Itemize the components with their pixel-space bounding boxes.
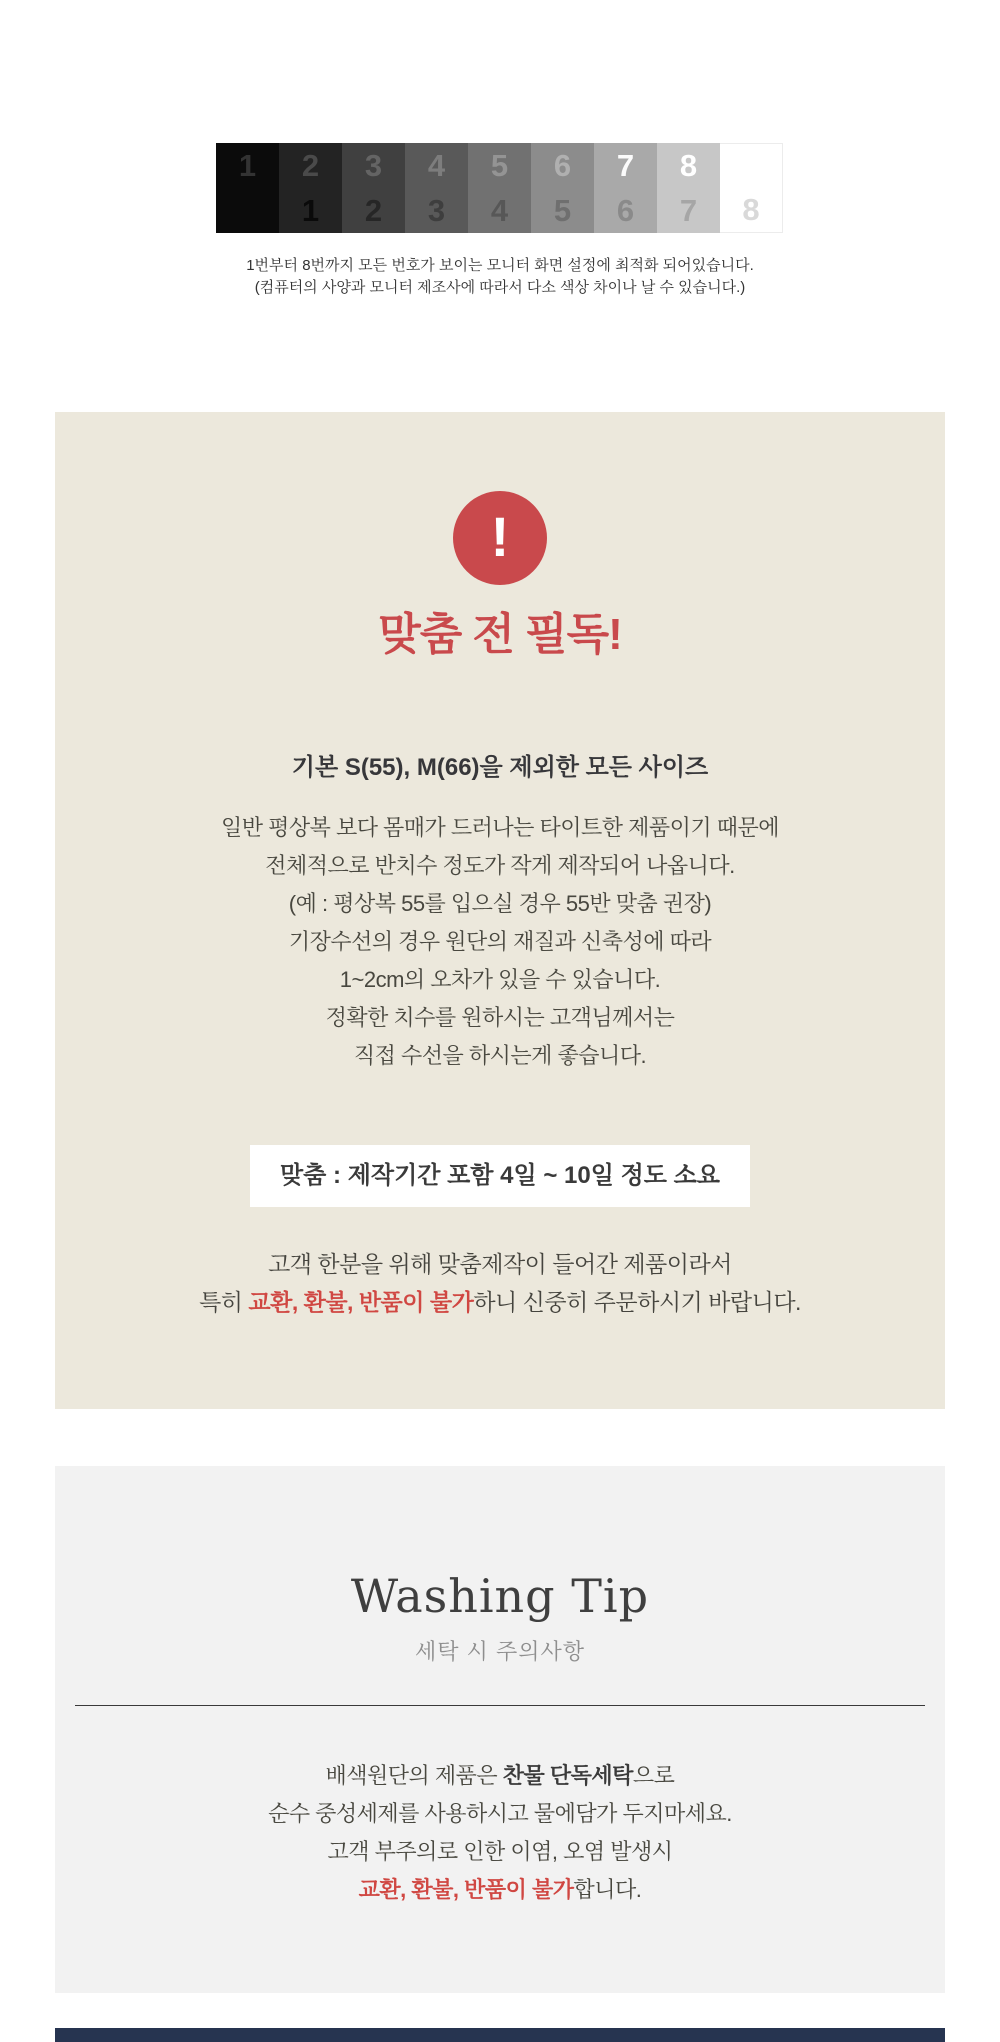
calibration-cell bbox=[216, 143, 279, 233]
notice-body-line: (예 : 평상복 55를 입으실 경우 55반 맞춤 권장) bbox=[288, 891, 712, 916]
calibration-number-bottom: 2 bbox=[364, 193, 383, 228]
notice-body-line: 일반 평상복 보다 몸매가 드러나는 타이트한 제품이기 때문에 bbox=[220, 815, 780, 840]
calibration-number-top bbox=[720, 144, 782, 187]
calibration-cell bbox=[720, 143, 783, 233]
notice-closing-line1: 고객 한분을 위해 맞춤제작이 들어간 제품이라서 bbox=[268, 1251, 732, 1277]
calibration-number-top: 4 bbox=[427, 148, 446, 183]
closing-prefix: 특히 bbox=[199, 1289, 249, 1315]
no-refund-highlight: 교환, 환불, 반품이 불가 bbox=[358, 1877, 574, 1902]
calibration-number-top: 2 bbox=[301, 148, 320, 183]
calibration-number-top: 5 bbox=[490, 148, 509, 183]
calibration-number-bottom: 1 bbox=[301, 193, 320, 228]
production-period-badge: 맞춤 : 제작기간 포함 4일 ~ 10일 정도 소요 bbox=[250, 1145, 750, 1207]
notice-title: 맞춤 전 필독! bbox=[378, 610, 622, 659]
notice-body-line: 기장수선의 경우 원단의 재질과 신축성에 따라 bbox=[288, 929, 712, 954]
cold-wash-highlight: 찬물 단독세탁 bbox=[502, 1763, 633, 1788]
washing-tip-title: Washing Tip bbox=[350, 1569, 650, 1623]
washing-line1-suffix: 으로 bbox=[632, 1763, 675, 1788]
notice-body-line: 직접 수선을 하시는게 좋습니다. bbox=[353, 1043, 647, 1068]
calibration-number-top: 8 bbox=[679, 148, 698, 183]
calibration-number-top: 7 bbox=[616, 148, 635, 183]
calibration-cell bbox=[279, 143, 342, 233]
washing-line1-prefix: 배색원단의 제품은 bbox=[325, 1763, 503, 1788]
calibration-number-bottom: 5 bbox=[553, 193, 572, 228]
alert-circle bbox=[453, 491, 547, 585]
monitor-calibration-strip bbox=[216, 143, 783, 233]
calibration-number-bottom: 7 bbox=[679, 193, 698, 228]
notice-body-line: 전체적으로 반치수 정도가 작게 제작되어 나옵니다. bbox=[265, 853, 735, 878]
next-section-bar bbox=[55, 2028, 945, 2042]
washing-tip-box bbox=[55, 1466, 945, 1993]
exclamation-icon: ! bbox=[490, 505, 510, 568]
notice-body-line: 1~2cm의 오차가 있을 수 있습니다. bbox=[339, 967, 661, 992]
calibration-cell bbox=[657, 143, 720, 233]
notice-body-line: 정확한 치수를 원하시는 고객님께서는 bbox=[325, 1005, 675, 1030]
washing-tip-subtitle: 세탁 시 주의사항 bbox=[415, 1639, 585, 1664]
notice-subtitle: 기본 S(55), M(66)을 제외한 모든 사이즈 bbox=[291, 754, 709, 781]
calibration-caption bbox=[0, 255, 1000, 299]
washing-body-line3: 고객 부주의로 인한 이염, 오염 발생시 bbox=[327, 1839, 673, 1864]
washing-line4-suffix: 합니다. bbox=[573, 1877, 642, 1902]
calibration-number-bottom: 3 bbox=[427, 193, 446, 228]
washing-body-line1 bbox=[55, 1757, 945, 1795]
washing-divider bbox=[75, 1705, 925, 1706]
washing-body-line4 bbox=[55, 1871, 945, 1909]
calibration-number-bottom: 4 bbox=[490, 193, 509, 228]
washing-body bbox=[55, 1757, 945, 1909]
calibration-cell bbox=[342, 143, 405, 233]
calibration-number-top: 1 bbox=[238, 148, 257, 183]
calibration-caption-line1: 1번부터 8번까지 모든 번호가 보이는 모니터 화면 설정에 최적화 되어있습니다. bbox=[246, 257, 754, 274]
calibration-caption-line2: (컴퓨터의 사양과 모니터 제조사에 따라서 다소 색상 차이나 날 수 있습니다.) bbox=[254, 279, 746, 296]
calibration-cell bbox=[405, 143, 468, 233]
notice-body bbox=[55, 809, 945, 1075]
calibration-number-bottom bbox=[216, 188, 279, 233]
calibration-number-bottom: 8 bbox=[742, 192, 760, 227]
washing-body-line2: 순수 중성세제를 사용하시고 물에담가 두지마세요. bbox=[268, 1801, 732, 1826]
calibration-number-bottom: 6 bbox=[616, 193, 635, 228]
calibration-cell bbox=[468, 143, 531, 233]
notice-closing-line2 bbox=[55, 1283, 945, 1321]
calibration-number-top: 3 bbox=[364, 148, 383, 183]
calibration-number-top: 6 bbox=[553, 148, 572, 183]
no-refund-highlight: 교환, 환불, 반품이 불가 bbox=[248, 1289, 474, 1315]
calibration-cell bbox=[531, 143, 594, 233]
closing-suffix: 하니 신중히 주문하시기 바랍니다. bbox=[473, 1289, 801, 1315]
notice-closing bbox=[55, 1245, 945, 1321]
custom-order-notice-box bbox=[55, 412, 945, 1409]
calibration-cell bbox=[594, 143, 657, 233]
